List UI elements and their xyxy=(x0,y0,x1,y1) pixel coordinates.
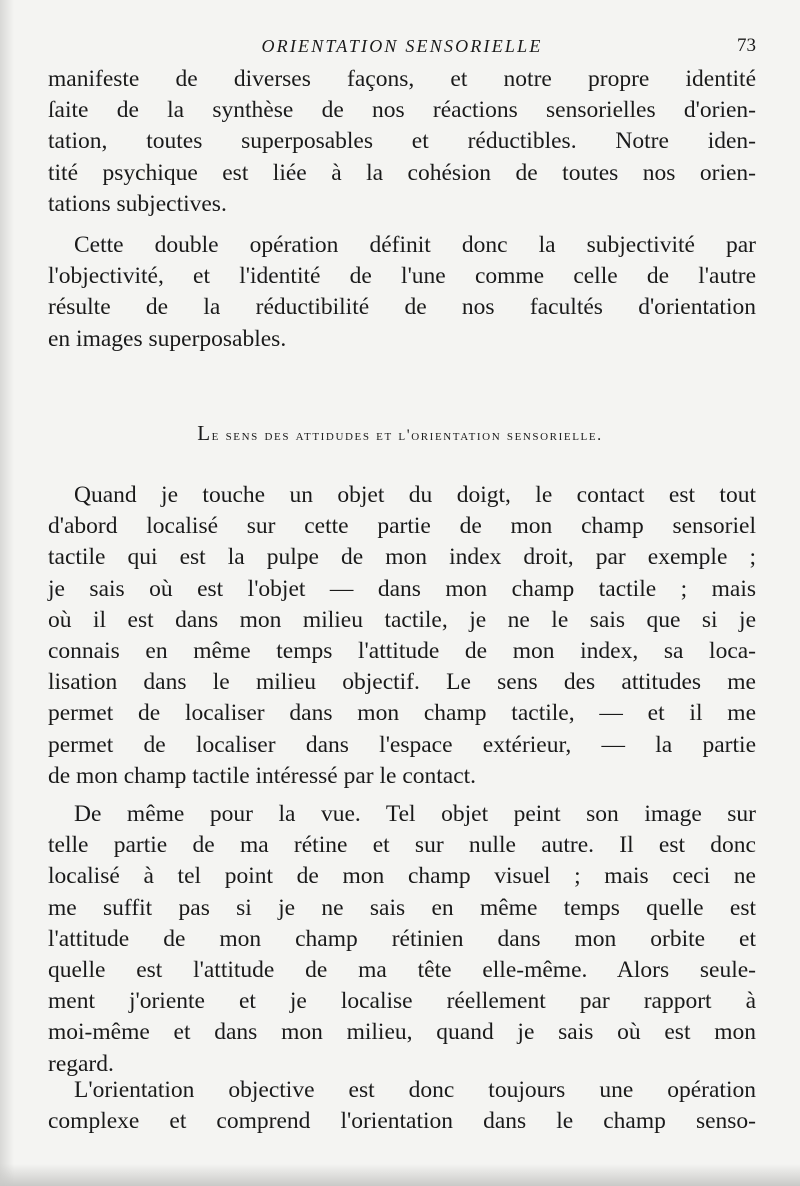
running-title: ORIENTATION SENSORIELLE xyxy=(261,35,543,56)
text-line: L'orientation objective est donc toujours une opération xyxy=(74,1077,756,1103)
text-line: d'abord localisé sur cette partie de mon champ sensoriel xyxy=(48,513,756,540)
text-line: regard. xyxy=(48,1050,114,1077)
text-line: l'objectivité, et l'identité de l'une comme celle de l'autre xyxy=(48,263,756,290)
text-line: résulte de la réductibilité de nos facultés d'orientation xyxy=(48,294,756,321)
paragraph xyxy=(48,480,756,792)
section-heading xyxy=(0,421,800,446)
text-line: tactile qui est la pulpe de mon index droit, par exemple ; xyxy=(48,544,756,571)
text-line: je sais où est l'objet — dans mon champ tactile ; mais xyxy=(48,575,756,602)
text-line: telle partie de ma rétine et sur nulle autre. Il est donc xyxy=(48,832,756,859)
text-line: tations subjectives. xyxy=(48,190,227,217)
text-line: permet de localiser dans l'espace extérieur, — la partie xyxy=(48,731,756,758)
text-line: tité psychique est liée à la cohésion de toutes nos orien- xyxy=(48,159,756,186)
page-bottom-edge xyxy=(0,1164,800,1186)
text-line: De même pour la vue. Tel objet peint son image sur xyxy=(74,801,756,827)
text-line: lisation dans le milieu objectif. Le sens des attitudes me xyxy=(48,669,756,696)
text-line: me suffit pas si je ne sais en même temps quelle est xyxy=(48,894,756,921)
text-line: complexe et comprend l'orientation dans le champ senso- xyxy=(48,1108,756,1135)
section-heading-text: e sens des attidudes et l'orientation sensorielle. xyxy=(211,427,603,444)
text-line: moi-même et dans mon milieu, quand je sais où est mon xyxy=(48,1019,756,1046)
running-head xyxy=(48,34,756,58)
paragraph xyxy=(48,230,756,355)
text-line: ment j'oriente et je localise réellement par rapport à xyxy=(48,988,756,1015)
text-line: tation, toutes superposables et réductibles. Notre iden- xyxy=(48,128,756,155)
text-line: connais en même temps l'attitude de mon index, sa loca- xyxy=(48,637,756,664)
paragraph-continued xyxy=(48,64,756,220)
text-line: où il est dans mon milieu tactile, je ne le sais que si je xyxy=(48,606,756,633)
page-gutter-shadow xyxy=(0,0,14,1186)
text-line: Quand je touche un objet du doigt, le contact est tout xyxy=(74,482,756,508)
page-number: 73 xyxy=(737,35,756,56)
text-line: Cette double opération définit donc la subjectivité par xyxy=(74,232,756,258)
paragraph xyxy=(48,799,756,1080)
text-line: permet de localiser dans mon champ tactile, — et il me xyxy=(48,700,756,727)
text-line: l'attitude de mon champ rétinien dans mon orbite et xyxy=(48,925,756,952)
text-line: ſaite de la synthèse de nos réactions sensorielles d'orien- xyxy=(48,97,756,124)
text-line: localisé à tel point de mon champ visuel ; mais ceci ne xyxy=(48,863,756,890)
text-line: quelle est l'attitude de ma tête elle-même. Alors seule- xyxy=(48,956,756,983)
paragraph xyxy=(48,1075,756,1137)
text-line: en images superposables. xyxy=(48,325,287,352)
text-line: de mon champ tactile intéressé par le contact. xyxy=(48,762,477,789)
text-line: manifeste de diverses façons, et notre propre identité xyxy=(48,66,756,92)
section-heading-initial: L xyxy=(197,421,212,445)
